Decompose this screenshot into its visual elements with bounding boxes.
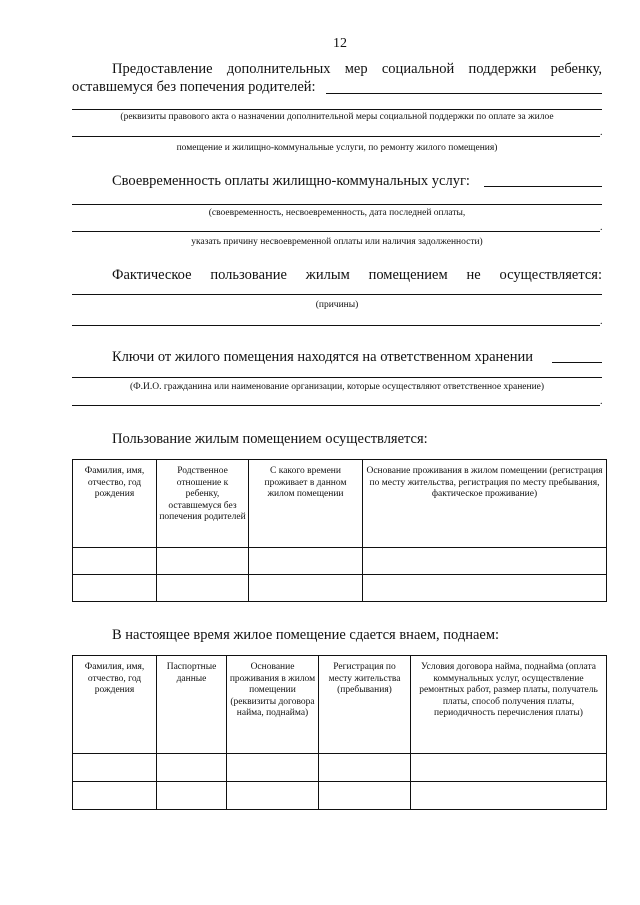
section2-title: Своевременность оплаты жилищно-коммунальных услуг: (112, 173, 470, 189)
section1-line-a (72, 109, 602, 110)
table-cell[interactable] (249, 575, 363, 602)
section1-hint-1: (реквизиты правового акта о назначении дополнительной меры социальной поддержки по оплате за жилое (120, 112, 554, 122)
table-cell[interactable] (73, 754, 157, 782)
section3-title: Фактическое пользование жилым помещением не осуществляется: (112, 267, 602, 283)
tenants-header-cell: Фамилия, имя, отчество, год рождения (73, 656, 157, 754)
section1-hint-2: помещение и жилищно-коммунальные услуги, по ремонту жилого помещения) (176, 143, 498, 153)
section3-hint: (причины) (315, 300, 359, 310)
table-cell[interactable] (319, 754, 411, 782)
section4-hint: (Ф.И.О. гражданина или наименование организации, которые осуществляют ответственное хранение) (129, 382, 545, 392)
section5-title: Пользование жилым помещением осуществляется: (112, 431, 428, 447)
section2-hint-1: (своевременность, несвоевременность, дата последней оплаты, (208, 208, 466, 218)
table-row (73, 754, 607, 782)
table-cell[interactable] (411, 754, 607, 782)
section2-fill-line (484, 186, 602, 187)
table-cell[interactable] (363, 548, 607, 575)
tenants-header-cell: Регистрация по месту жительства (пребывания) (319, 656, 411, 754)
residents-header-cell: Основание проживания в жилом помещении (регистрация по месту жительства, регистрация по месту пребывания, фактическое проживание) (363, 460, 607, 548)
table-cell[interactable] (73, 575, 157, 602)
section3-period: . (600, 316, 603, 327)
section4-line-b (72, 405, 600, 406)
section1-line2: оставшемуся без попечения родителей: (72, 79, 316, 95)
section4-line-a (72, 377, 602, 378)
table-cell[interactable] (227, 782, 319, 810)
section4-title: Ключи от жилого помещения находятся на ответственном хранении (112, 349, 533, 365)
residents-table (72, 459, 607, 602)
section6-title: В настоящее время жилое помещение сдается внаем, поднаем: (112, 627, 500, 643)
table-cell[interactable] (319, 782, 411, 810)
table-cell[interactable] (73, 548, 157, 575)
table-cell[interactable] (363, 575, 607, 602)
section1-line-b (72, 136, 600, 137)
table-row (73, 782, 607, 810)
table-cell[interactable] (227, 754, 319, 782)
section3-line-a (72, 294, 602, 295)
section1-fill-line (326, 93, 602, 94)
section2-period: . (600, 222, 603, 233)
tenants-table (72, 655, 607, 810)
table-cell[interactable] (249, 548, 363, 575)
section2-line-a (72, 204, 602, 205)
residents-header-cell: Родственное отношение к ребенку, оставшемуся без попечения родителей (157, 460, 249, 548)
table-cell[interactable] (157, 782, 227, 810)
table-cell[interactable] (73, 782, 157, 810)
residents-header-cell: С какого времени проживает в данном жилом помещении (249, 460, 363, 548)
table-cell[interactable] (157, 575, 249, 602)
table-cell[interactable] (411, 782, 607, 810)
section1-period: . (600, 127, 603, 138)
residents-header-cell: Фамилия, имя, отчество, год рождения (73, 460, 157, 548)
section4-fill-line (552, 362, 602, 363)
table-row (73, 548, 607, 575)
section2-hint-2: указать причину несвоевременной оплаты или наличия задолженности) (191, 237, 483, 247)
table-row (73, 575, 607, 602)
tenants-header-cell: Условия договора найма, поднайма (оплата коммунальных услуг, осуществление ремонтных работ, размер платы, получатель платы, способ получения платы, периодичность перечисления платы) (411, 656, 607, 754)
page-number: 12 (333, 36, 347, 51)
tenants-header-cell: Паспортные данные (157, 656, 227, 754)
residents-header-row (73, 460, 607, 548)
section3-line-b (72, 325, 600, 326)
section4-period: . (600, 396, 603, 407)
table-cell[interactable] (157, 754, 227, 782)
table-cell[interactable] (157, 548, 249, 575)
section2-line-b (72, 231, 600, 232)
tenants-header-cell: Основание проживания в жилом помещении (реквизиты договора найма, поднайма) (227, 656, 319, 754)
section1-line1: Предоставление дополнительных мер социальной поддержки ребенку, (112, 61, 602, 77)
tenants-header-row (73, 656, 607, 754)
